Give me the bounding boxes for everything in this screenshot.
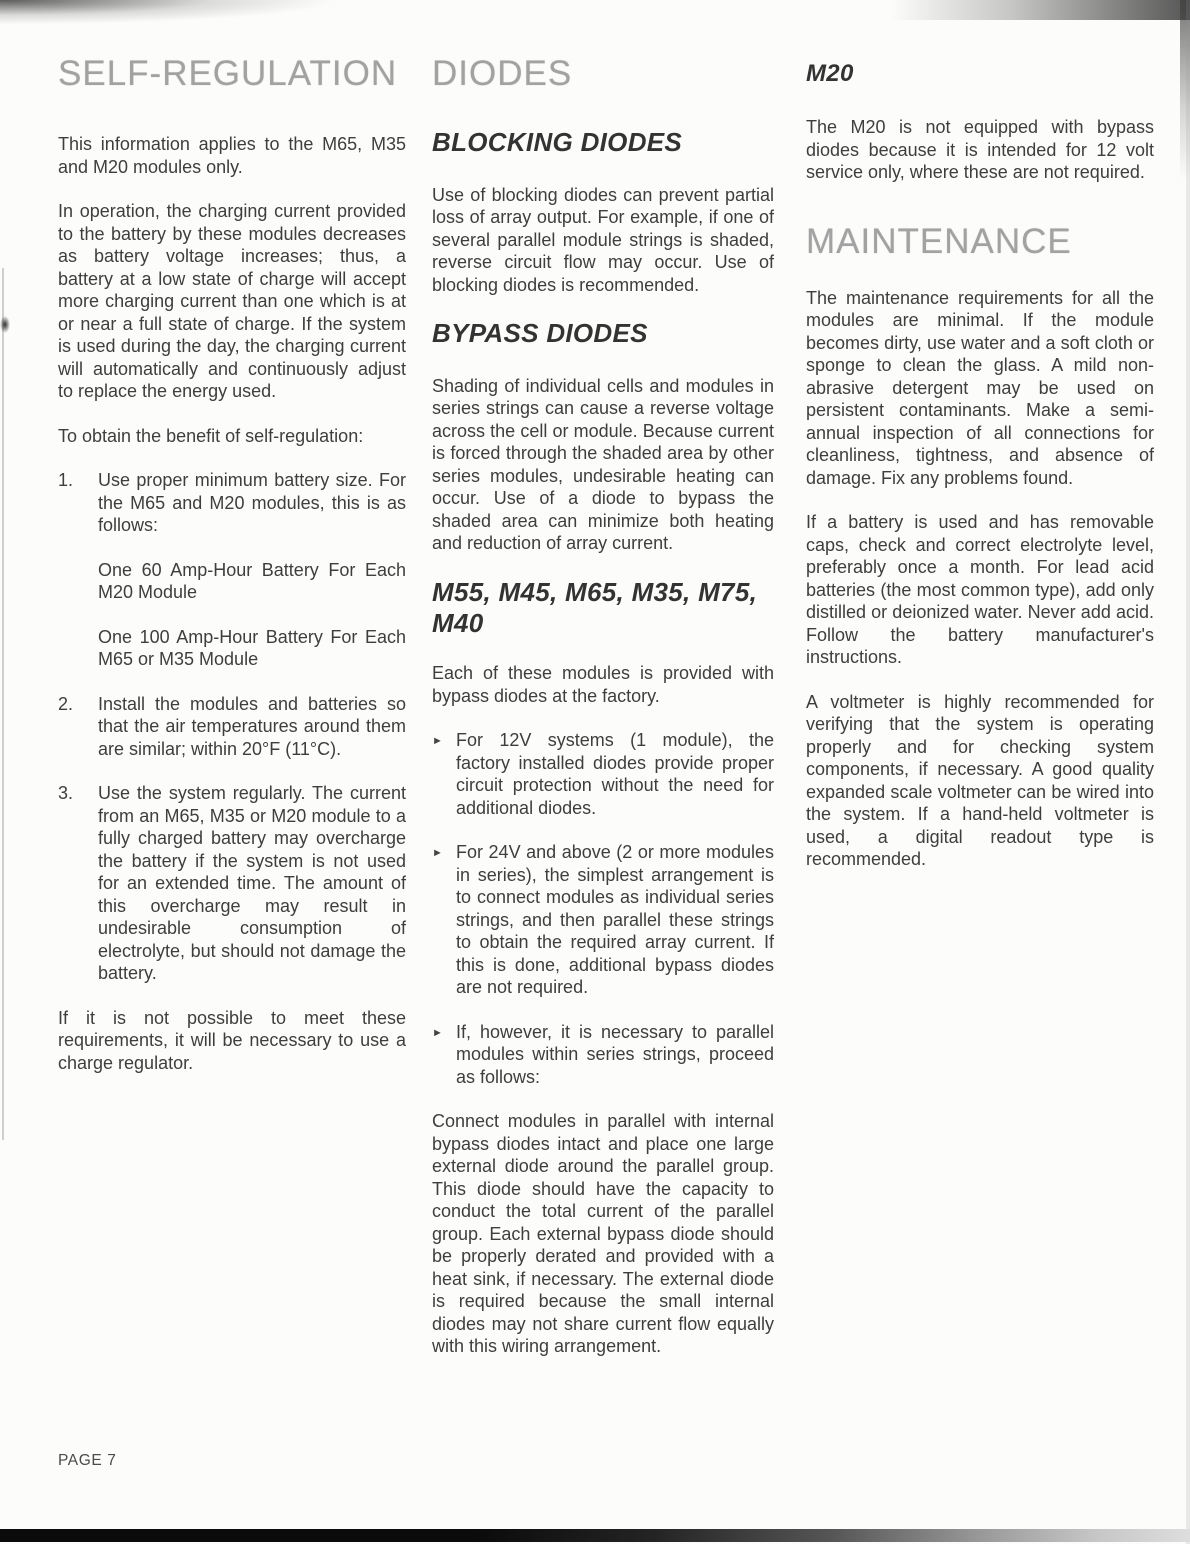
list-item-install [58,693,406,761]
para-battery-spec-m65-m35: One 100 Amp-Hour Battery For Each M65 or M35 Module [98,626,406,669]
scan-artifact-top-left [0,0,330,24]
bullet-text: For 24V and above (2 or more modules in series), the simplest arrangement is to connect modules as individual series strings, and then parallel these strings to obtain the required array current. If this is done, additional bypass diodes are not required. [456,842,774,998]
bullet-parallel-modules [432,1021,774,1089]
list-item-text: Use the system regularly. The current from an M65, M35 or M20 module to a fully charged battery may overcharge the battery if the system is not used for an extended time. The amount of this overcharge may result in undesirable consumption of electrolyte, but should not damage the battery. [98,783,406,983]
subheading-model-list: M55, M45, M65, M35, M75, M40 [432,576,758,638]
para-maintenance: The maintenance requirements for all the modules are minimal. If the module becomes dirty, use water and a soft cloth or sponge to clean the glass. A mild non-abrasive detergent may be used on persistent contaminants. Make a semi-annual inspection of all connections for cleanliness, tightness, and absence of damage. Fix any problems found. [806,287,1154,488]
list-item-text: Use proper minimum battery size. For the M65 and M20 modules, this is as follows: [98,470,406,535]
heading-self-regulation: SELF-REGULATION [58,54,398,93]
para-m20: The M20 is not equipped with bypass diodes because it is intended for 12 volt service only, where these are not required. [806,117,1154,183]
para-operation: In operation, the charging current provided to the battery by these modules decreases as battery voltage increases; thus, a battery at a low state of charge will accept more charging current than one which is at or near a full state of charge. If the system is used during the day, the charging current will automatically and continuously adjust to replace the energy used. [58,201,406,401]
scan-artifact-left-blob [0,316,10,333]
para-blocking-diodes: Use of blocking diodes can prevent partial loss of array output. For example, if one of several parallel module strings is shaded, reverse circuit flow may occur. Use of blocking diodes is recommended. [432,184,774,295]
para-charge-regulator: If it is not possible to meet these requirements, it will be necessary to use a charge regulator. [58,1007,406,1073]
list-number: 3. [58,783,74,803]
scan-artifact-top-right [890,0,1190,20]
bullet-24v-systems [432,841,774,999]
triangle-bullet-icon: ► [432,1026,443,1039]
list-number: 2. [58,693,74,714]
para-factory-diodes: Each of these modules is provided with bypass diodes at the factory. [432,663,774,706]
para-bypass-diodes: Shading of individual cells and modules in series strings can cause a reverse voltage across the cell or module. Because current is forced through the shaded area by other series modules, undesirable heating can occur. Use of a diode to bypass the shaded area can minimize both heating and reduction of array current. [432,375,774,554]
para-battery-care: If a battery is used and has removable caps, check and correct electrolyte level, preferably once a month. For lead acid batteries (the most common type), add only distilled or deionized water. Never add acid. Follow the battery manufacturer's instructions. [806,512,1154,668]
scan-artifact-left-line [2,268,4,1140]
para-applies-to: This information applies to the M65, M35 and M20 modules only. [58,134,406,177]
scan-artifact-bottom-bar [0,1529,1190,1542]
subheading-blocking-diodes: BLOCKING DIODES [432,127,683,157]
para-benefit: To obtain the benefit of self-regulation: [58,425,364,446]
subheading-bypass-diodes: BYPASS DIODES [432,318,648,349]
scan-artifact-right-edge [1186,0,1190,1544]
column-m20-maintenance [806,56,1154,893]
heading-maintenance: MAINTENANCE [806,221,1072,261]
para-voltmeter: A voltmeter is highly recommended for verifying that the system is operating properly and for checking system components, if necessary. A good quality expanded scale voltmeter can be wired into the system. If a hand-held voltmeter is used, a digital readout type is recommended. [806,691,1154,870]
page-number: PAGE 7 [58,1452,117,1469]
column-self-regulation [58,56,406,1096]
para-battery-spec-m20: One 60 Amp-Hour Battery For Each M20 Module [98,559,406,602]
triangle-bullet-icon: ► [432,847,443,860]
para-connect-modules: Connect modules in parallel with internal bypass diodes intact and place one large external diode around the parallel group. This diode should have the capacity to conduct the total current of the parallel group. Each external bypass diode should be properly derated and provided with a heat sink, if necessary. The external diode is required because the small internal diodes may not share current flow equally with this wiring arrangement. [432,1111,774,1357]
heading-diodes: DIODES [432,54,573,93]
subheading-m20: M20 [806,60,854,87]
list-item-battery-size [58,469,406,537]
list-item-text: Install the modules and batteries so that the air temperatures around them are similar; within 20°F (11°C). [98,693,406,759]
bullet-text: For 12V systems (1 module), the factory installed diodes provide proper circuit protection without the need for additional diodes. [456,730,774,818]
list-number: 1. [58,470,74,490]
list-item-use-regularly [58,782,406,985]
scan-artifact-right-strip [1180,0,1190,180]
column-diodes [432,56,774,1380]
bullet-text: If, however, it is necessary to parallel modules within series strings, proceed as follows: [456,1021,774,1087]
bullet-12v-systems [432,729,774,819]
triangle-bullet-icon: ► [432,735,443,748]
